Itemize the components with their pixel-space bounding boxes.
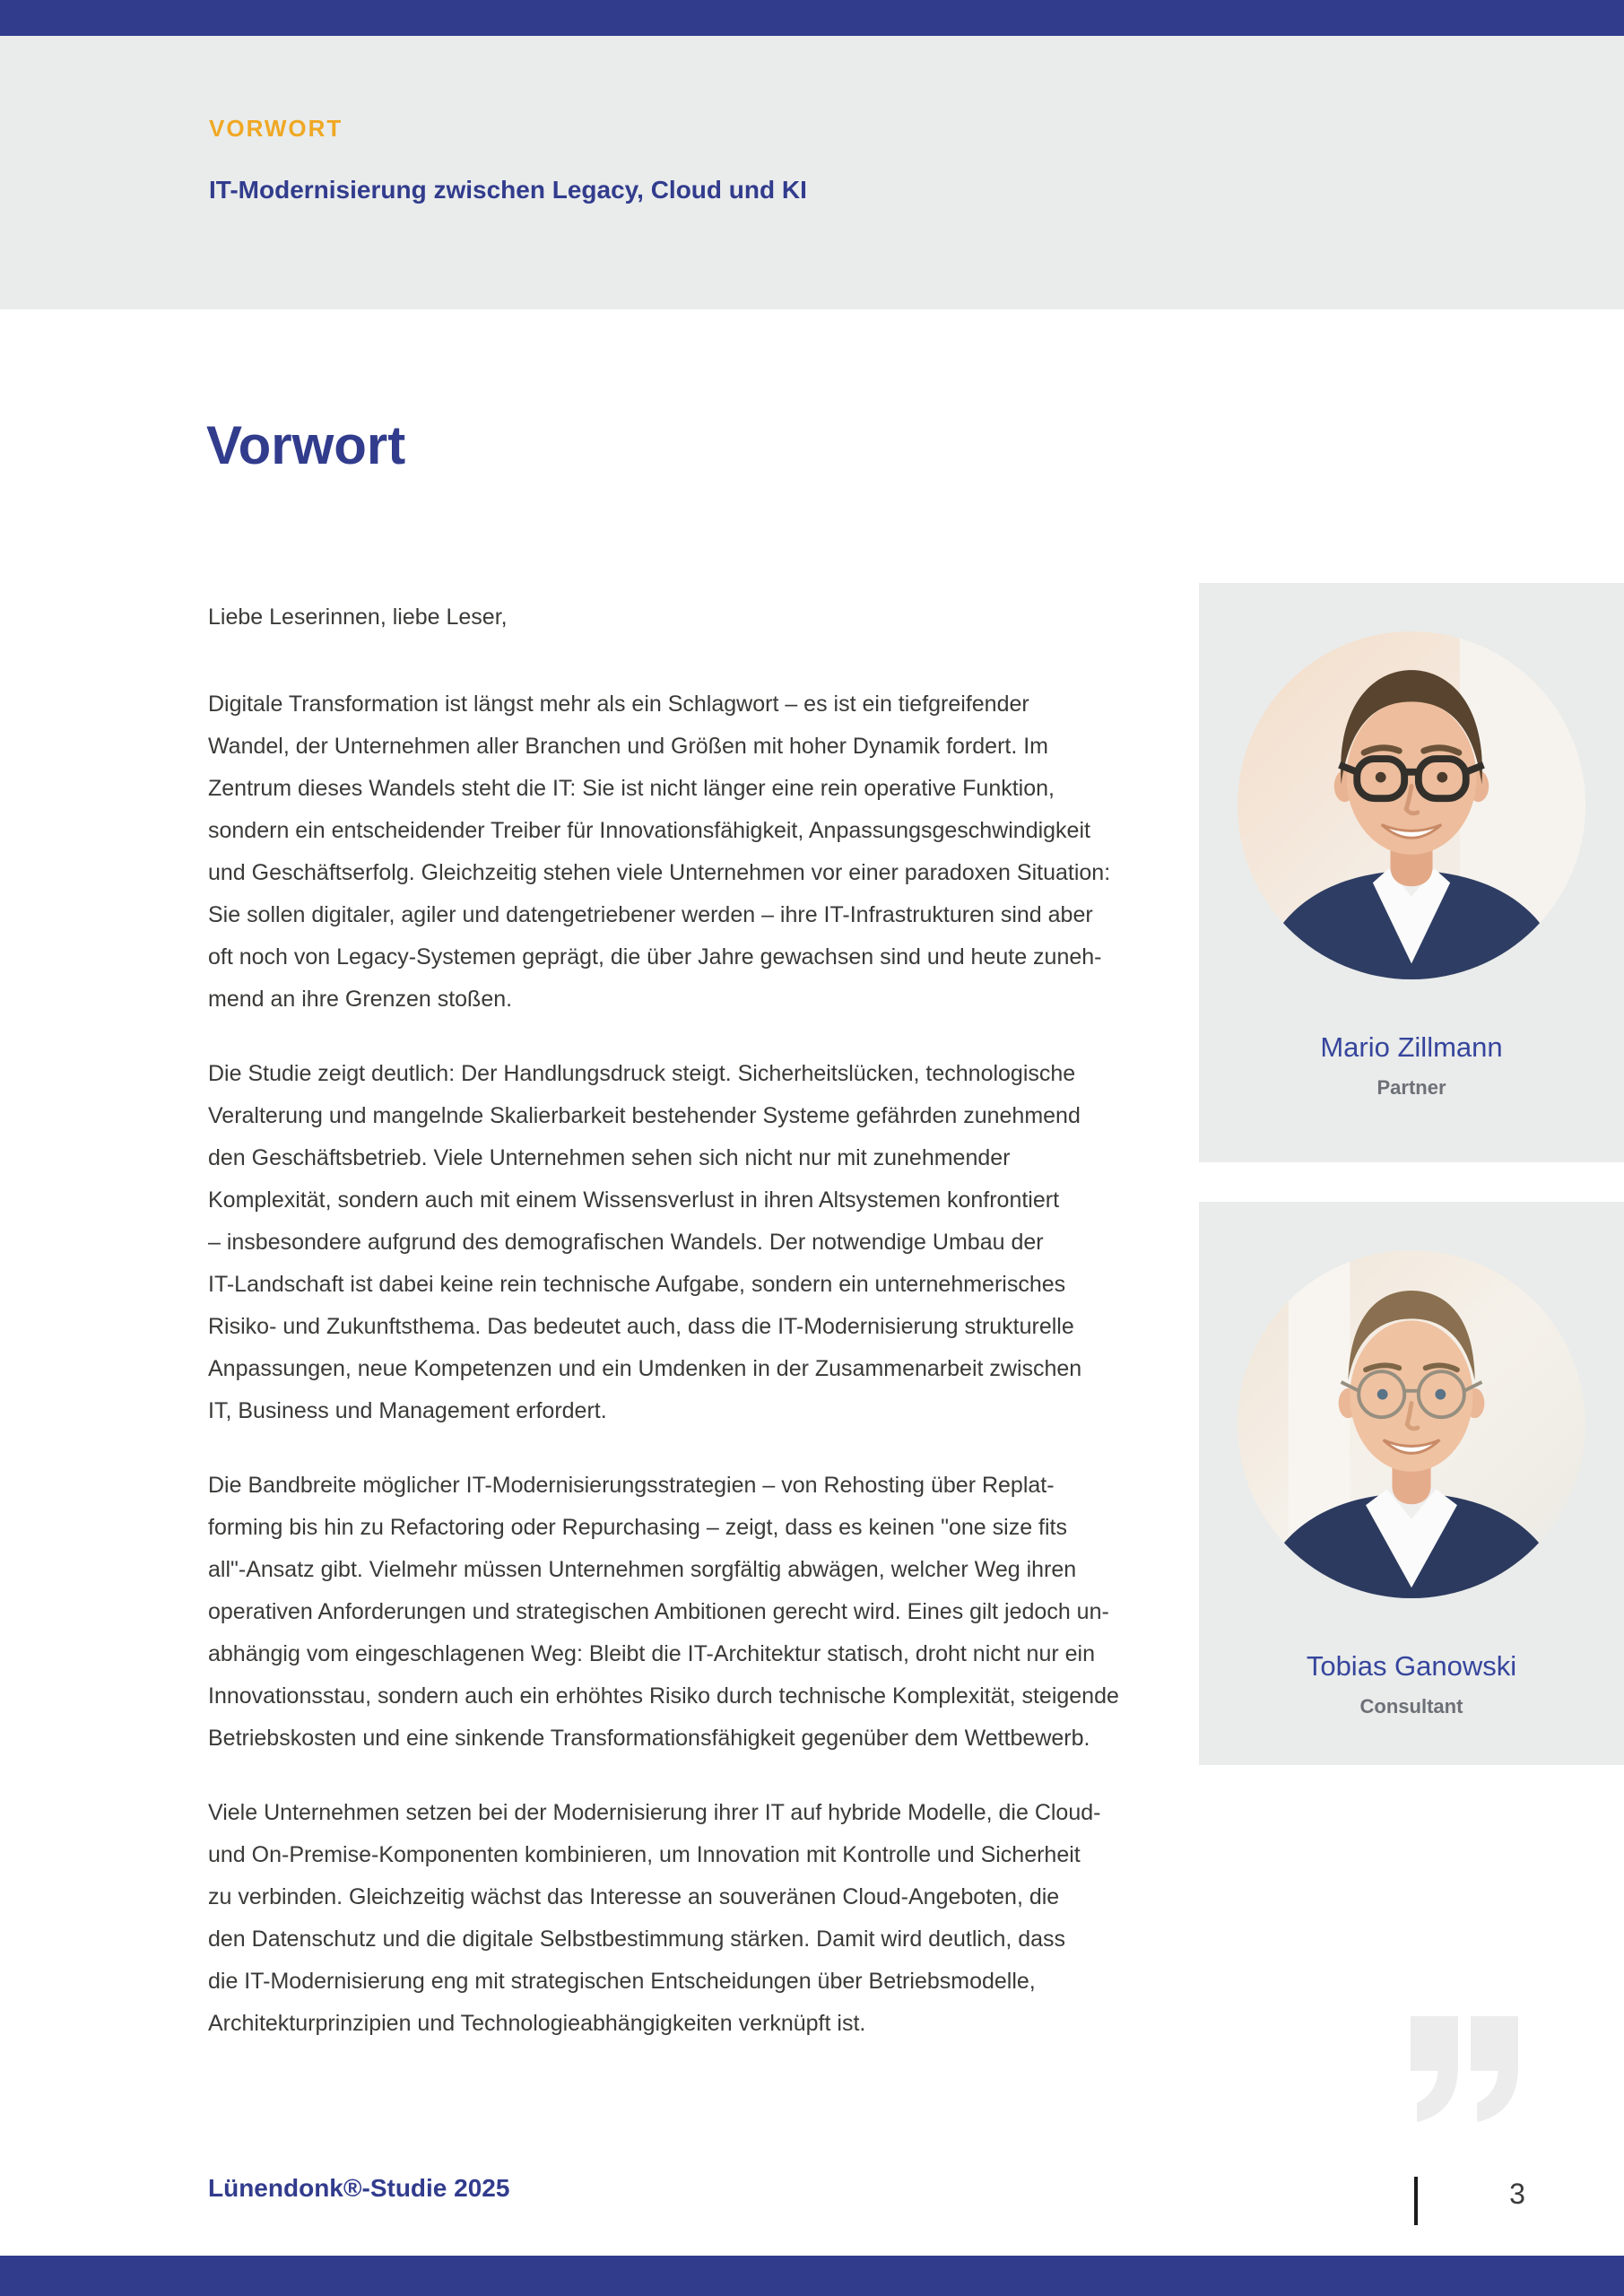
text-line: Risiko- und Zukunftsthema. Das bedeutet auch, dass die IT-Modernisierung strukturelle (208, 1314, 1074, 1339)
page-number: 3 (1509, 2178, 1525, 2210)
paragraph (208, 1465, 1177, 1760)
page-title: Vorwort (206, 415, 406, 475)
text-line: und Geschäftserfolg. Gleichzeitig stehen viele Unternehmen vor einer paradoxen Situation: (208, 860, 1111, 885)
text-line: Komplexität, sondern auch mit einem Wissensverlust in ihren Altsystemen konfrontiert (208, 1187, 1060, 1213)
author-role: Partner (1376, 1076, 1446, 1099)
author-card-mario-zillmann (1199, 583, 1624, 1162)
text-line: IT-Landschaft ist dabei keine rein technische Aufgabe, sondern ein unternehmerisches (208, 1272, 1066, 1297)
text-line: Zentrum dieses Wandels steht die IT: Sie ist nicht länger eine rein operative Funktion, (208, 776, 1055, 801)
paragraph (208, 1053, 1177, 1432)
top-accent-bar (0, 0, 1624, 36)
text-line: Die Studie zeigt deutlich: Der Handlungsdruck steigt. Sicherheitslücken, technologische (208, 1061, 1076, 1086)
text-line: den Geschäftsbetrieb. Viele Unternehmen sehen sich nicht nur mit zunehmender (208, 1145, 1011, 1170)
paragraph (208, 1792, 1177, 2045)
text-line: – insbesondere aufgrund des demografischen Wandels. Der notwendige Umbau der (208, 1230, 1044, 1255)
text-line: Innovationsstau, sondern auch ein erhöhtes Risiko durch technische Komplexität, steigende (208, 1683, 1119, 1709)
text-line: oft noch von Legacy-Systemen geprägt, die über Jahre gewachsen sind und heute zuneh- (208, 944, 1102, 970)
author-role: Consultant (1359, 1695, 1463, 1718)
text-line: forming bis hin zu Refactoring oder Repurchasing – zeigt, dass es keinen "one size fits (208, 1515, 1067, 1540)
text-line: den Datenschutz und die digitale Selbstbestimmung stärken. Damit wird deutlich, dass (208, 1926, 1066, 1952)
closing-quote-mark-icon (1410, 2016, 1521, 2126)
footer-divider (1414, 2177, 1418, 2225)
text-line: zu verbinden. Gleichzeitig wächst das Interesse an souveränen Cloud-Angeboten, die (208, 1884, 1060, 1909)
author-name: Mario Zillmann (1320, 1031, 1503, 1063)
text-line: all"-Ansatz gibt. Vielmehr müssen Unternehmen sorgfältig abwägen, welcher Weg ihren (208, 1557, 1077, 1582)
text-line: Veralterung und mangelnde Skalierbarkeit bestehender Systeme gefährden zunehmend (208, 1103, 1081, 1128)
text-line: Anpassungen, neue Kompetenzen und ein Umdenken in der Zusammenarbeit zwischen (208, 1356, 1082, 1381)
text-line: mend an ihre Grenzen stoßen. (208, 987, 513, 1012)
page-header-band (0, 36, 1624, 309)
text-line: operativen Anforderungen und strategischen Ambitionen gerecht wird. Eines gilt jedoch un- (208, 1599, 1109, 1624)
text-line: sondern ein entscheidender Treiber für Innovationsfähigkeit, Anpassungsgeschwindigkeit (208, 818, 1090, 843)
paragraph (208, 683, 1177, 1021)
text-line: die IT-Modernisierung eng mit strategischen Entscheidungen über Betriebsmodelle, (208, 1969, 1036, 1994)
text-line: Digitale Transformation ist längst mehr als ein Schlagwort – es ist ein tiefgreifender (208, 691, 1029, 717)
text-line: Viele Unternehmen setzen bei der Modernisierung ihrer IT auf hybride Modelle, die Cloud- (208, 1800, 1101, 1825)
text-line: Die Bandbreite möglicher IT-Modernisierungsstrategien – von Rehosting über Replat- (208, 1473, 1055, 1498)
text-line: Betriebskosten und eine sinkende Transformationsfähigkeit gegenüber dem Wettbewerb. (208, 1726, 1090, 1751)
portrait-photo-mario-zillmann (1236, 630, 1587, 981)
body-paragraphs (208, 683, 1177, 2077)
text-line: abhängig vom eingeschlagenen Weg: Bleibt die IT-Architektur statisch, droht nicht nur ein (208, 1641, 1095, 1666)
portrait-photo-tobias-ganowski (1236, 1248, 1587, 1600)
section-kicker: VORWORT (209, 115, 343, 142)
text-line: Sie sollen digitaler, agiler und datengetriebener werden – ihre IT-Infrastrukturen sind aber (208, 902, 1093, 927)
greeting-line: Liebe Leserinnen, liebe Leser, (208, 604, 508, 630)
author-card-tobias-ganowski (1199, 1202, 1624, 1765)
text-line: und On-Premise-Komponenten kombinieren, um Innovation mit Kontrolle und Sicherheit (208, 1842, 1081, 1867)
text-line: Architekturprinzipien und Technologieabhängigkeiten verknüpft ist. (208, 2011, 866, 2036)
footer-brand: Lünendonk®-Studie 2025 (208, 2174, 510, 2202)
study-subtitle: IT-Modernisierung zwischen Legacy, Cloud und KI (209, 176, 807, 204)
text-line: Wandel, der Unternehmen aller Branchen und Größen mit hoher Dynamik fordert. Im (208, 734, 1048, 759)
author-name: Tobias Ganowski (1306, 1650, 1517, 1682)
text-line: IT, Business und Management erfordert. (208, 1398, 607, 1423)
bottom-accent-bar (0, 2256, 1624, 2296)
